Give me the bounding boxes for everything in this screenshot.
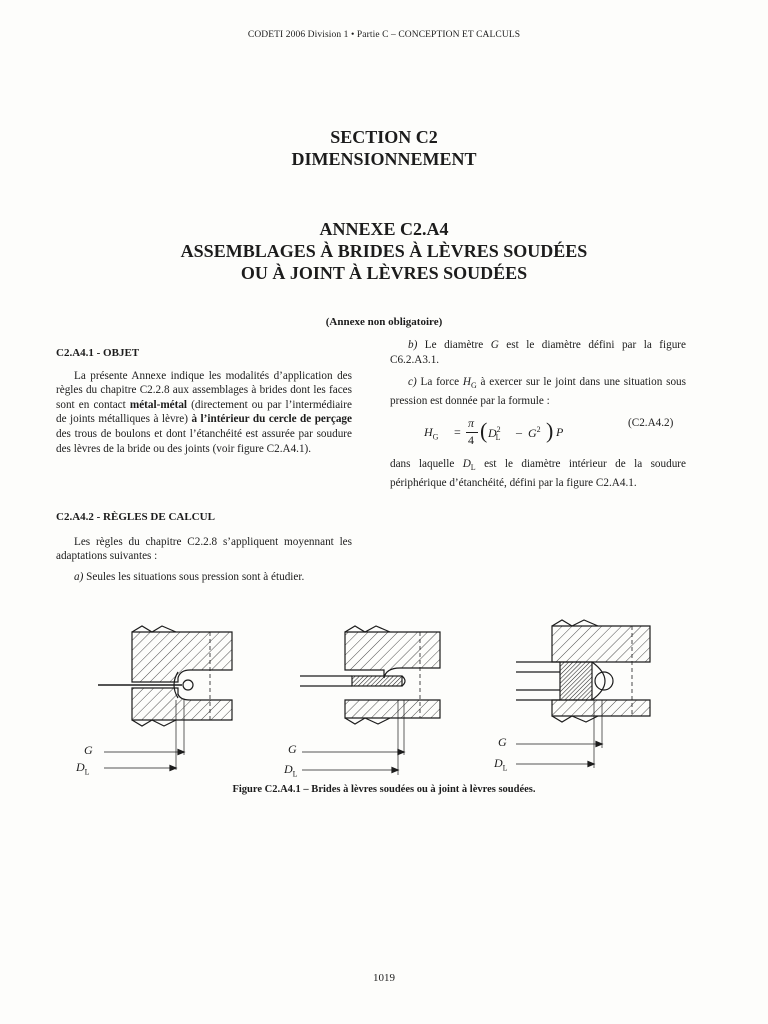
text-run: dans laquelle — [390, 458, 463, 470]
label-DL-1: $D_L$ — [76, 760, 90, 777]
formula-DL: $D^2_L$ — [488, 425, 501, 443]
formula-pi: π — [468, 416, 475, 430]
label-DL-3: $D_L$ — [494, 756, 508, 773]
formula-equals: = — [454, 425, 461, 439]
equation-number: (C2.A4.2) — [628, 417, 674, 429]
text-run: La présente Annexe indique les modalités d’application des règles du chapitre C2.2.8 aux assemblages à brides dont les faces sont en contact — [56, 369, 352, 411]
formula-minus: – — [516, 425, 522, 439]
bold-run: à l’intérieur du cercle de perçage — [191, 413, 352, 426]
paragraph-regles: Les règles du chapitre C2.2.8 s’appliquent moyennant les adaptations suivantes : — [56, 535, 352, 563]
symbol-sub: L — [470, 463, 476, 473]
running-header: CODETI 2006 Division 1 • Partie C – CONCEPTION ET CALCULS — [247, 30, 521, 40]
item-label: c) — [408, 376, 417, 389]
section-name: DIMENSIONNEMENT — [291, 149, 477, 169]
label-G-1: G — [84, 743, 93, 757]
symbol-sub: G — [470, 381, 477, 391]
section-number: SECTION C2 — [330, 127, 438, 147]
formula-P: P — [556, 425, 564, 439]
formula-paren-close: ) — [546, 418, 554, 443]
text-run: (directement ou par l’intermédiaire de joints métalliques à lèvre) — [56, 398, 352, 426]
symbol-D: D — [462, 458, 471, 470]
annex-title-line1: ASSEMBLAGES À BRIDES À LÈVRES SOUDÉES — [180, 241, 588, 261]
annex-title-line2: OU À JOINT À LÈVRES SOUDÉES — [240, 263, 528, 283]
item-label: b) — [408, 339, 418, 351]
page-number: 1019 — [373, 972, 395, 984]
annex-number: ANNEXE C2.A4 — [319, 219, 449, 239]
bold-run: métal-métal — [129, 398, 188, 411]
item-text: Seules les situations sous pression sont à étudier. — [83, 570, 305, 583]
text-run: des trous de boulons et dont l’étanchéité est assurée par soudure des lèvres de la bride ou des joints (voir figure C2.A4.1). — [56, 427, 352, 455]
text-run: Le diamètre — [417, 339, 491, 351]
text-run: est le diamètre intérieur de la soudure périphérique d’étanchéité, défini par la figure C2.A4.1. — [390, 458, 686, 489]
formula-H: $H_G$ — [424, 425, 439, 442]
formula-four: 4 — [468, 433, 474, 447]
drawing-1 — [98, 626, 232, 771]
text-run: à exercer sur le joint dans une situation sous pression est donnée par la formule : — [390, 376, 686, 408]
label-G-2: G — [288, 742, 297, 756]
drawing-3 — [516, 620, 650, 768]
label-DL-2: $D_L$ — [284, 762, 298, 779]
annex-note: (Annexe non obligatoire) — [325, 316, 443, 328]
formula-paren-open: ( — [480, 418, 488, 443]
figure-caption: Figure C2.A4.1 – Brides à lèvres soudées ou à joint à lèvres soudées. — [232, 784, 536, 795]
drawing-2 — [300, 626, 440, 775]
heading-objet: C2.A4.1 - OBJET — [56, 347, 140, 359]
item-label: a) — [74, 570, 84, 583]
formula-G: $G^2$ — [528, 425, 541, 440]
text-run: La force — [416, 376, 463, 389]
symbol-G: G — [490, 339, 499, 351]
heading-regles: C2.A4.2 - RÈGLES DE CALCUL — [56, 511, 215, 523]
symbol-H: H — [462, 376, 471, 389]
label-G-3: G — [498, 735, 507, 749]
text-run: est le diamètre défini par la figure C6.2.A3.1. — [390, 339, 686, 366]
